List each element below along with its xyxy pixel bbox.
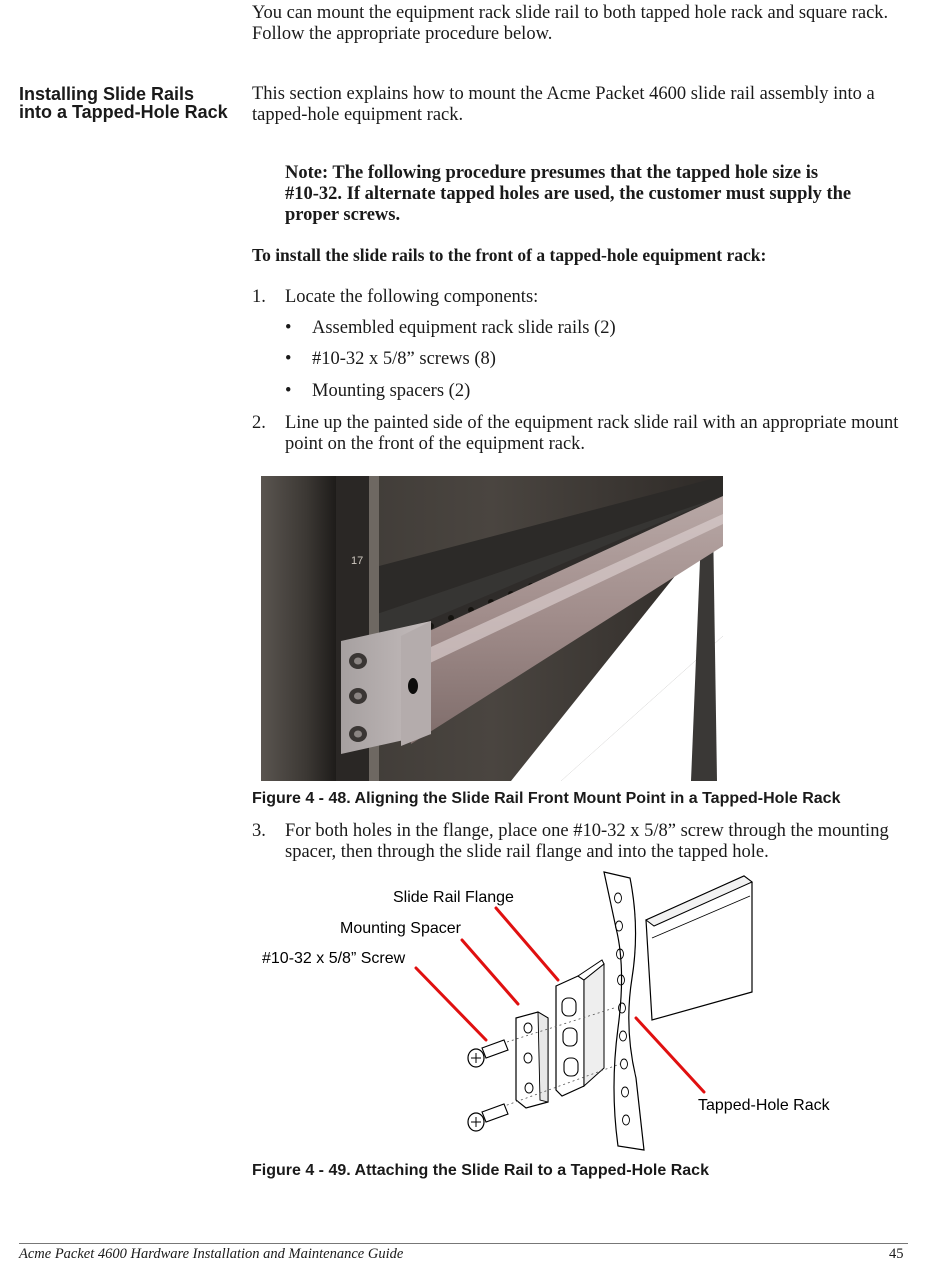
- section-heading: Installing Slide Rails into a Tapped-Hole Rack: [19, 84, 228, 122]
- procedure-heading: To install the slide rails to the front of a tapped-hole equipment rack:: [252, 245, 767, 265]
- flange-label: Slide Rail Flange: [393, 889, 514, 906]
- figure-caption: Figure 4 - 49. Attaching the Slide Rail to a Tapped-Hole Rack: [252, 1162, 709, 1179]
- page-number: 45: [889, 1246, 904, 1262]
- screw-label: #10-32 x 5/8” Screw: [262, 950, 406, 967]
- attachment-diagram: [252, 868, 862, 1158]
- rack-unit-label: 17: [351, 555, 364, 567]
- spacer-label: Mounting Spacer: [340, 920, 461, 937]
- step-number: 3.: [252, 821, 266, 841]
- bullet-icon: •: [285, 318, 292, 338]
- footer-title: Acme Packet 4600 Hardware Installation and Maintenance Guide: [19, 1246, 404, 1262]
- bullet-icon: •: [285, 349, 292, 369]
- step-text: Line up the painted side of the equipment rack slide rail with an appropriate mount point on the front of the equipment rack.: [285, 413, 899, 454]
- intro-paragraph: You can mount the equipment rack slide rail to both tapped hole rack and square rack. Follow the appropriate procedure below.: [252, 3, 889, 44]
- step-number: 2.: [252, 413, 266, 433]
- slide-rail-photo: [261, 476, 723, 781]
- rack-label: Tapped-Hole Rack: [698, 1097, 830, 1114]
- step-number: 1.: [252, 287, 266, 307]
- step-text: Locate the following components:: [285, 287, 539, 307]
- note-text: Note: The following procedure presumes that the tapped hole size is #10-32. If alternate tapped holes are used, the customer must supply the proper screws.: [285, 163, 852, 225]
- figure-caption: Figure 4 - 48. Aligning the Slide Rail Front Mount Point in a Tapped-Hole Rack: [252, 790, 841, 807]
- list-item-text: #10-32 x 5/8” screws (8): [312, 349, 496, 369]
- footer-divider: [19, 1243, 908, 1244]
- bullet-icon: •: [285, 381, 292, 401]
- section-intro-paragraph: This section explains how to mount the Acme Packet 4600 slide rail assembly into a tapped-hole equipment rack.: [252, 84, 875, 125]
- list-item-text: Assembled equipment rack slide rails (2): [312, 318, 616, 338]
- list-item-text: Mounting spacers (2): [312, 381, 471, 401]
- step-text: For both holes in the flange, place one #10-32 x 5/8” screw through the mounting spacer, then through the slide rail flange and into the tapped hole.: [285, 821, 889, 862]
